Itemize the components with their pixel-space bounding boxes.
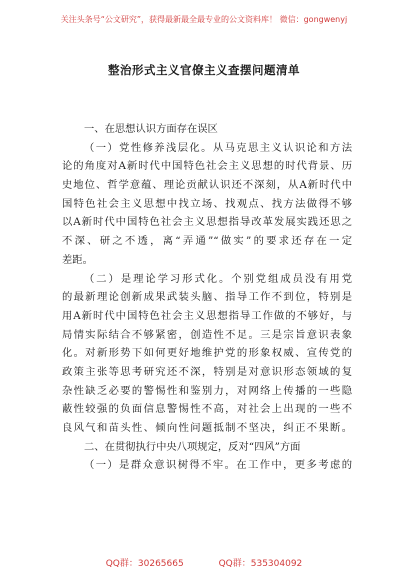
body-line: 二、在贯彻执行中央八项规定，反对“四风”方面 (84, 440, 301, 453)
footer-qq-group-1: QQ群：30265665 (105, 559, 184, 569)
document-body (62, 120, 352, 475)
body-line: （一）是群众意识树得不牢。在工作中，更多考虑的 (84, 459, 352, 472)
body-line: 国特色社会主义思想中找立场、找观点、找方法做得不够 (62, 197, 352, 210)
header-banner: 关注头条号“公文研究”，获得最新最全最专业的公文资料库！ 微信：gongwenyj (60, 15, 348, 24)
body-line: 良风气和苗头性、倾向性问题抵制不坚决，纠正不果断。 (62, 422, 352, 434)
body-line: 局情实际结合不够紧密，创造性不足。三是宗旨意识表象 (62, 328, 352, 341)
body-line: 论的角度对A新时代中国特色社会主义思想的时代背景、历 (62, 160, 352, 173)
body-line: 以A新时代中国特色社会主义思想指导改革发展实践还思之 (62, 216, 352, 229)
body-line: 差距。 (62, 253, 93, 266)
body-line: 史地位、哲学意蕴、理论贡献认识还不深刻，从A新时代中 (62, 179, 352, 192)
body-line: 一、在思想认识方面存在误区 (84, 123, 218, 135)
body-line: 不深、研之不透，离“弄通”“做实”的要求还存在一定 (62, 235, 352, 248)
document-title: 整治形式主义官僚主义查摆问题清单 (108, 63, 300, 77)
footer-qq-group-2: QQ群：535304092 (218, 559, 303, 569)
body-line: 用A新时代中国特色社会主义思想指导工作做的不够好，与 (62, 309, 352, 322)
body-line: （二）是理论学习形式化。个别党组成员没有用党 (84, 272, 352, 285)
body-line: 蔽性较强的负面信息警惕性不高，对社会上出现的一些不 (62, 403, 352, 416)
body-line: 的最新理论创新成果武装头脑、指导工作不到位，特别是 (62, 291, 352, 304)
body-line: 化。对新形势下如何更好地维护党的形象权威、宣传党的 (62, 347, 352, 360)
body-line: 杂性缺乏必要的警惕性和鉴别力，对网络上传播的一些隐 (62, 384, 352, 397)
body-line: （一）党性修养浅层化。从马克思主义认识论和方法 (84, 141, 352, 154)
footer (0, 556, 408, 569)
body-line: 政策主张等思考研究还不深，特别是对意识形态领域的复 (62, 365, 352, 378)
